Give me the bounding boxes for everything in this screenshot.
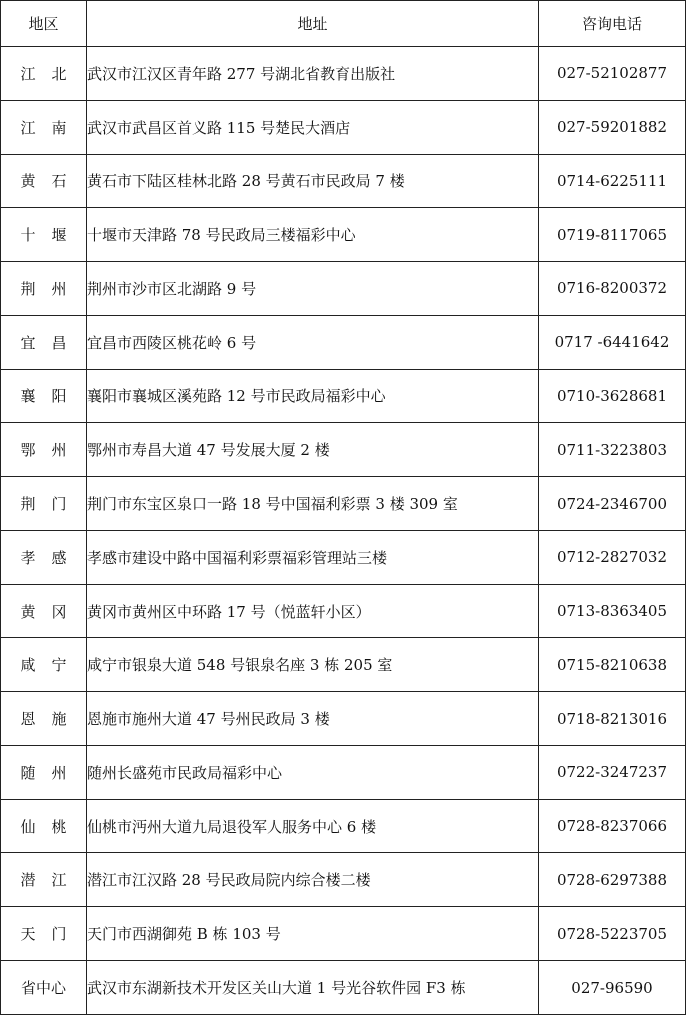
region-name: 省中心 — [20, 979, 66, 997]
region-cell — [1, 369, 87, 423]
region-name: 宜昌 — [20, 333, 83, 352]
table-row — [1, 907, 686, 961]
address-cell: 黄石市下陆区桂林北路 28 号黄石市民政局 7 楼 — [87, 154, 539, 208]
region-cell — [1, 208, 87, 262]
address-cell: 咸宁市银泉大道 548 号银泉名座 3 栋 205 室 — [87, 638, 539, 692]
header-phone: 咨询电话 — [539, 1, 686, 47]
table-row — [1, 208, 686, 262]
table-row — [1, 477, 686, 531]
table-row — [1, 100, 686, 154]
phone-cell: 0722-3247237 — [539, 745, 686, 799]
region-name: 江南 — [20, 118, 83, 137]
phone-cell: 0724-2346700 — [539, 477, 686, 531]
phone-cell: 0718-8213016 — [539, 692, 686, 746]
phone-cell: 0717 -6441642 — [539, 315, 686, 369]
phone-cell: 0711-3223803 — [539, 423, 686, 477]
region-name: 随州 — [20, 763, 83, 782]
address-cell: 襄阳市襄城区溪苑路 12 号市民政局福彩中心 — [87, 369, 539, 423]
header-address: 地址 — [87, 1, 539, 47]
region-cell — [1, 853, 87, 907]
table-row — [1, 799, 686, 853]
phone-cell: 0728-5223705 — [539, 907, 686, 961]
region-name: 荆州 — [20, 279, 83, 298]
region-name: 恩施 — [20, 710, 83, 729]
address-cell: 随州长盛苑市民政局福彩中心 — [87, 745, 539, 799]
table-row — [1, 262, 686, 316]
region-name: 潜江 — [20, 871, 83, 890]
table-row — [1, 584, 686, 638]
table-row — [1, 315, 686, 369]
phone-cell: 0713-8363405 — [539, 584, 686, 638]
region-cell — [1, 799, 87, 853]
table-row — [1, 423, 686, 477]
header-row — [1, 1, 686, 47]
phone-cell: 0728-6297388 — [539, 853, 686, 907]
phone-cell: 0716-8200372 — [539, 262, 686, 316]
region-name: 襄阳 — [20, 387, 83, 406]
address-cell: 鄂州市寿昌大道 47 号发展大厦 2 楼 — [87, 423, 539, 477]
region-cell — [1, 530, 87, 584]
region-name: 黄冈 — [20, 602, 83, 621]
address-cell: 潜江市江汉路 28 号民政局院内综合楼二楼 — [87, 853, 539, 907]
region-cell — [1, 961, 87, 1015]
phone-cell: 0715-8210638 — [539, 638, 686, 692]
address-cell: 黄冈市黄州区中环路 17 号（悦蓝轩小区） — [87, 584, 539, 638]
address-cell: 宜昌市西陵区桃花岭 6 号 — [87, 315, 539, 369]
address-cell: 荆州市沙市区北湖路 9 号 — [87, 262, 539, 316]
address-cell: 仙桃市沔州大道九局退役军人服务中心 6 楼 — [87, 799, 539, 853]
region-cell — [1, 262, 87, 316]
table-row — [1, 530, 686, 584]
phone-cell: 0719-8117065 — [539, 208, 686, 262]
region-name: 江北 — [20, 64, 83, 83]
phone-cell: 027-59201882 — [539, 100, 686, 154]
table-row — [1, 369, 686, 423]
table-row — [1, 961, 686, 1015]
header-region: 地区 — [1, 1, 87, 47]
region-cell — [1, 100, 87, 154]
region-name: 孝感 — [20, 548, 83, 567]
address-cell: 武汉市武昌区首义路 115 号楚民大酒店 — [87, 100, 539, 154]
region-cell — [1, 423, 87, 477]
address-cell: 武汉市东湖新技术开发区关山大道 1 号光谷软件园 F3 栋 — [87, 961, 539, 1015]
address-cell: 恩施市施州大道 47 号州民政局 3 楼 — [87, 692, 539, 746]
table-body — [1, 47, 686, 1015]
region-name: 天门 — [20, 925, 83, 944]
region-cell — [1, 907, 87, 961]
table-row — [1, 154, 686, 208]
table-row — [1, 853, 686, 907]
address-cell: 孝感市建设中路中国福利彩票福彩管理站三楼 — [87, 530, 539, 584]
region-cell — [1, 692, 87, 746]
address-cell: 荆门市东宝区泉口一路 18 号中国福利彩票 3 楼 309 室 — [87, 477, 539, 531]
region-name: 十堰 — [20, 226, 83, 245]
phone-cell: 027-96590 — [539, 961, 686, 1015]
region-name: 荆门 — [20, 495, 83, 513]
phone-cell: 0712-2827032 — [539, 530, 686, 584]
region-cell — [1, 638, 87, 692]
phone-cell: 0728-8237066 — [539, 799, 686, 853]
region-name: 仙桃 — [20, 817, 83, 836]
region-cell — [1, 584, 87, 638]
region-name: 黄石 — [20, 172, 83, 191]
table-row — [1, 638, 686, 692]
address-cell: 武汉市江汉区青年路 277 号湖北省教育出版社 — [87, 47, 539, 101]
region-cell — [1, 47, 87, 101]
region-name: 咸宁 — [20, 656, 83, 675]
phone-cell: 027-52102877 — [539, 47, 686, 101]
region-cell — [1, 745, 87, 799]
table-row — [1, 745, 686, 799]
region-cell — [1, 315, 87, 369]
address-cell: 天门市西湖御苑 B 栋 103 号 — [87, 907, 539, 961]
phone-cell: 0714-6225111 — [539, 154, 686, 208]
region-cell — [1, 477, 87, 531]
region-cell — [1, 154, 87, 208]
region-name: 鄂州 — [20, 441, 83, 460]
table-row — [1, 692, 686, 746]
table-row — [1, 47, 686, 101]
table-header — [1, 1, 686, 47]
address-cell: 十堰市天津路 78 号民政局三楼福彩中心 — [87, 208, 539, 262]
phone-cell: 0710-3628681 — [539, 369, 686, 423]
